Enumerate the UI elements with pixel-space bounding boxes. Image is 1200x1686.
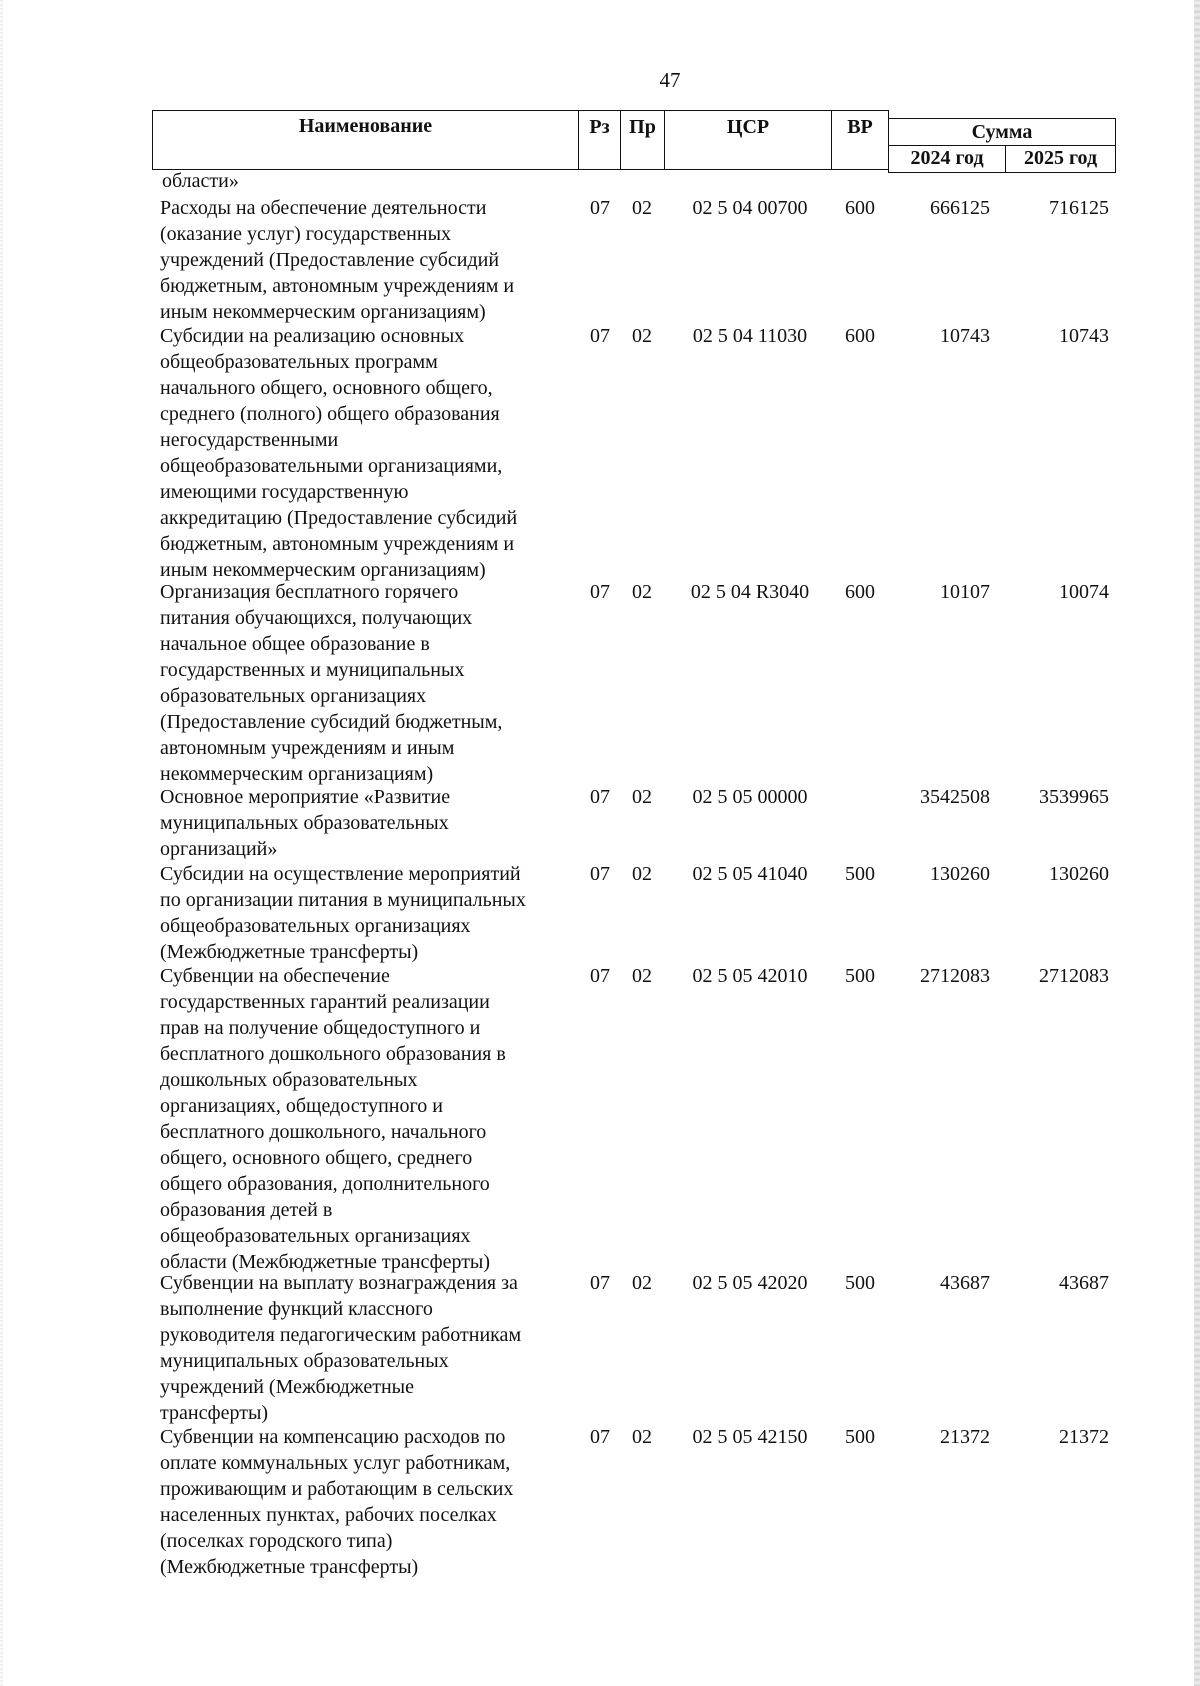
row-name xyxy=(160,323,570,583)
row-name-line: муниципальных образовательных xyxy=(160,1350,449,1373)
header-rz-label: Рз xyxy=(589,116,610,138)
row-sum-2025: 10074 xyxy=(1059,581,1109,603)
row-vr: 500 xyxy=(845,965,875,987)
scan-right-edge xyxy=(1194,0,1200,1686)
row-name xyxy=(160,963,570,1275)
row-name-line: общеобразовательных организациях xyxy=(160,914,471,937)
row-name-line: Расходы на обеспечение деятельности xyxy=(160,197,487,219)
row-name-line: Субвенции на выплату вознаграждения за xyxy=(160,1272,518,1295)
row-name-line: (оказание услуг) государственных xyxy=(160,223,452,245)
row-rz: 07 xyxy=(590,862,610,885)
header-year-2025-label: 2025 год xyxy=(1023,147,1098,169)
row-sum-2024: 3542508 xyxy=(920,785,990,808)
header-year-2024 xyxy=(888,145,1006,173)
row-rz: 07 xyxy=(590,325,610,347)
row-name-line: общеобразовательных организациях xyxy=(160,1225,471,1247)
row-name-line: по организации питания в муниципальных xyxy=(160,888,526,911)
row-name-line: проживающим и работающим в сельских xyxy=(160,1477,514,1500)
header-csr xyxy=(664,110,832,170)
row-name-line: аккредитацию (Предоставление субсидий xyxy=(160,507,518,529)
row-name xyxy=(160,784,570,862)
row-name-line: образовательных организациях xyxy=(160,685,427,707)
row-name-line: организациях, общедоступного и xyxy=(160,1095,443,1117)
row-vr: 500 xyxy=(845,1425,875,1448)
row-sum-2024: 130260 xyxy=(930,862,990,885)
row-name-line: государственных гарантий реализации xyxy=(160,991,490,1013)
row-vr: 600 xyxy=(845,325,875,347)
row-name xyxy=(160,1270,570,1426)
row-name xyxy=(160,195,570,325)
row-sum-2024: 666125 xyxy=(930,197,990,219)
row-rz: 07 xyxy=(590,1425,610,1448)
row-sum-2025: 2712083 xyxy=(1039,965,1109,987)
header-year-2024-label: 2024 год xyxy=(910,147,984,169)
row-name-line: организаций» xyxy=(160,837,278,860)
row-name-line: оплате коммунальных услуг работникам, xyxy=(160,1451,511,1474)
row-name xyxy=(160,1424,570,1580)
row-name-line: муниципальных образовательных xyxy=(160,811,449,834)
row-sum-2024: 10107 xyxy=(940,581,990,603)
row-pr: 02 xyxy=(632,1425,652,1448)
row-name-line: Основное мероприятие «Развитие xyxy=(160,785,451,808)
row-sum-2025: 43687 xyxy=(1059,1272,1109,1295)
row-rz: 07 xyxy=(590,965,610,987)
row-sum-2025: 3539965 xyxy=(1039,785,1109,808)
row-vr: 600 xyxy=(845,197,875,219)
row-name xyxy=(160,861,570,965)
row-csr: 02 5 05 42150 xyxy=(692,1425,808,1448)
row-sum-2024: 2712083 xyxy=(920,965,990,987)
row-pr: 02 xyxy=(632,862,652,885)
row-csr: 02 5 05 42020 xyxy=(692,1272,808,1295)
row-pr: 02 xyxy=(632,197,652,219)
row-name-line: бюджетным, автономным учреждениям и xyxy=(160,275,515,297)
header-name xyxy=(152,110,579,170)
header-rz xyxy=(578,110,621,170)
row-name-line: государственных и муниципальных xyxy=(160,659,465,681)
row-name-line: общеобразовательных программ xyxy=(160,351,438,373)
row-name xyxy=(160,579,570,787)
row-name-line: дошкольных образовательных xyxy=(160,1069,418,1091)
row-name-line: общего, основного общего, среднего xyxy=(160,1147,473,1169)
row-csr: 02 5 05 42010 xyxy=(692,965,808,987)
header-pr-label: Пр xyxy=(629,116,656,138)
row-sum-2024: 43687 xyxy=(940,1272,990,1295)
row-csr: 02 5 04 R3040 xyxy=(690,581,810,603)
row-pr: 02 xyxy=(632,965,652,987)
row-vr: 500 xyxy=(845,1272,875,1295)
row-csr: 02 5 04 11030 xyxy=(692,325,808,347)
header-sum xyxy=(888,118,1116,146)
row-name-line: общеобразовательными организациями, xyxy=(160,455,503,477)
row-name-line: руководителя педагогическим работникам xyxy=(160,1324,522,1347)
continuation-text: области» xyxy=(162,170,239,192)
row-name-line: населенных пунктах, рабочих поселках xyxy=(160,1503,497,1526)
row-name-line: выполнение функций классного xyxy=(160,1298,433,1321)
row-name-line: Организация бесплатного горячего xyxy=(160,581,459,603)
header-csr-label: ЦСР xyxy=(726,116,770,138)
row-name-line: бесплатного дошкольного образования в xyxy=(160,1043,506,1065)
row-name-line: питания обучающихся, получающих xyxy=(160,607,473,629)
row-name-line: Субсидии на осуществление мероприятий xyxy=(160,862,521,885)
row-name-line: начального общего, основного общего, xyxy=(160,377,493,399)
row-csr: 02 5 04 00700 xyxy=(692,197,808,219)
header-year-2025 xyxy=(1005,145,1116,173)
page-number: 47 xyxy=(659,68,681,92)
row-name-line: некоммерческим организациям) xyxy=(160,763,434,785)
header-vr-label: ВР xyxy=(847,116,873,138)
row-name-line: образования детей в xyxy=(160,1199,333,1221)
row-rz: 07 xyxy=(590,785,610,808)
row-name-line: трансферты) xyxy=(160,1402,269,1425)
header-pr xyxy=(620,110,665,170)
row-name-line: общего образования, дополнительного xyxy=(160,1173,490,1195)
row-vr: 500 xyxy=(845,862,875,885)
row-sum-2025: 10743 xyxy=(1059,325,1109,347)
row-sum-2025: 716125 xyxy=(1049,197,1109,219)
row-name-line: иным некоммерческим организациям) xyxy=(160,559,486,581)
row-rz: 07 xyxy=(590,1272,610,1295)
row-name-line: (Предоставление субсидий бюджетным, xyxy=(160,711,503,733)
row-csr: 02 5 05 00000 xyxy=(692,785,808,808)
row-name-line: Субвенции на компенсацию расходов по xyxy=(160,1425,506,1448)
row-pr: 02 xyxy=(632,325,652,347)
row-rz: 07 xyxy=(590,581,610,603)
header-sum-label: Сумма xyxy=(971,121,1033,143)
row-name-line: среднего (полного) общего образования xyxy=(160,403,500,425)
scan-left-edge xyxy=(0,0,3,1686)
row-name-line: бесплатного дошкольного, начального xyxy=(160,1121,487,1143)
row-name-line: бюджетным, автономным учреждениям и xyxy=(160,533,515,555)
row-pr: 02 xyxy=(632,581,652,603)
row-name-line: области (Межбюджетные трансферты) xyxy=(160,1251,491,1273)
row-sum-2025: 130260 xyxy=(1049,862,1109,885)
row-name-line: иным некоммерческим организациям) xyxy=(160,301,486,323)
row-rz: 07 xyxy=(590,197,610,219)
row-name-line: (Межбюджетные трансферты) xyxy=(160,1555,419,1578)
row-pr: 02 xyxy=(632,1272,652,1295)
row-name-line: начальное общее образование в xyxy=(160,633,430,655)
row-name-line: (поселках городского типа) xyxy=(160,1529,393,1552)
row-name-line: негосударственными xyxy=(160,429,339,451)
row-vr: 600 xyxy=(845,581,875,603)
header-name-label: Наименование xyxy=(298,115,433,137)
row-name-line: Субсидии на реализацию основных xyxy=(160,325,465,347)
row-name-line: автономным учреждениям и иным xyxy=(160,737,455,759)
row-pr: 02 xyxy=(632,785,652,808)
row-name-line: прав на получение общедоступного и xyxy=(160,1017,481,1039)
row-name-line: Субвенции на обеспечение xyxy=(160,965,390,987)
row-name-line: учреждений (Предоставление субсидий xyxy=(160,249,500,271)
row-name-line: имеющими государственную xyxy=(160,481,409,503)
row-csr: 02 5 05 41040 xyxy=(692,862,808,885)
row-sum-2024: 10743 xyxy=(940,325,990,347)
row-name-line: учреждений (Межбюджетные xyxy=(160,1376,414,1399)
row-sum-2025: 21372 xyxy=(1059,1425,1109,1448)
row-name-line: (Межбюджетные трансферты) xyxy=(160,940,419,963)
header-vr xyxy=(831,110,889,170)
row-sum-2024: 21372 xyxy=(940,1425,990,1448)
